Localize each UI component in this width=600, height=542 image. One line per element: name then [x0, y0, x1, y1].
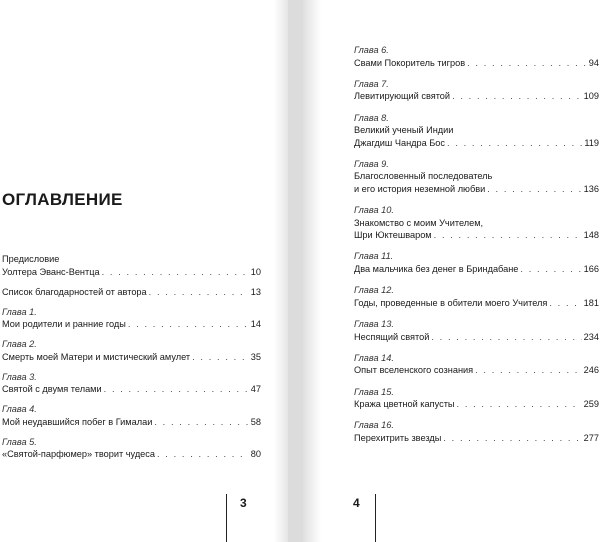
chapter-label: Глава 2. [2, 339, 37, 349]
toc-entry [354, 284, 599, 309]
chapter-label: Глава 4. [2, 404, 37, 414]
entry-page-number: 136 [583, 183, 599, 194]
entry-page-number: 47 [250, 384, 261, 394]
dot-leader [475, 364, 582, 377]
toc-entry [354, 158, 599, 196]
entry-page-number: 10 [250, 266, 261, 277]
entry-leader-line [354, 137, 599, 150]
entry-title-line: Предисловие [2, 254, 60, 264]
entry-title: Джагдиш Чандра Бос [354, 137, 446, 148]
dot-leader [549, 297, 581, 310]
entry-title: Неспящий святой [354, 331, 430, 342]
entry-page-number: 58 [250, 416, 261, 427]
toc-list-left [2, 253, 261, 468]
entry-title: Мои родители и ранние годы [2, 319, 126, 329]
chapter-label: Глава 10. [354, 205, 394, 216]
entry-title-line: Знакомство с моим Учителем, [354, 217, 484, 228]
entry-page-number: 119 [584, 137, 599, 148]
entry-page-number: 277 [583, 432, 599, 443]
dot-leader [128, 318, 249, 331]
toc-entry [354, 352, 599, 377]
entry-title: Смерть моей Матери и мистический амулет [2, 351, 191, 362]
toc-entry [2, 403, 261, 428]
entry-title: Свами Покоритель тигров [354, 57, 466, 68]
entry-leader-line [354, 229, 599, 242]
entry-title: Годы, проведенные в обители моего Учителя [354, 297, 548, 308]
dot-leader [157, 448, 249, 461]
toc-entry [2, 286, 261, 299]
toc-heading: ОГЛАВЛЕНИЕ [2, 190, 123, 209]
chapter-label: Глава 12. [354, 285, 394, 296]
toc-entry [354, 44, 599, 69]
toc-entry [354, 78, 599, 103]
entry-title: Святой с двумя телами [2, 384, 102, 394]
entry-title: Шри Юктешваром [354, 230, 432, 241]
entry-leader-line [354, 331, 599, 344]
entry-title-line: Благословенный последователь [354, 171, 493, 182]
footer-rule-right [375, 494, 376, 542]
chapter-label: Глава 8. [354, 112, 389, 123]
entry-page-number: 246 [583, 365, 599, 376]
dot-leader [447, 137, 582, 150]
chapter-label: Глава 16. [354, 420, 394, 431]
chapter-label: Глава 6. [354, 45, 389, 55]
entry-title: Перехитрить звезды [354, 432, 442, 443]
toc-entry [354, 112, 599, 150]
dot-leader [149, 286, 249, 299]
entry-page-number: 13 [250, 286, 261, 297]
entry-title: Список благодарностей от автора [2, 286, 147, 297]
chapter-label: Глава 3. [2, 371, 37, 382]
entry-title: Кража цветной капусты [354, 399, 455, 410]
dot-leader [467, 57, 587, 70]
toc-entry [354, 419, 599, 444]
entry-page-number: 166 [583, 263, 599, 274]
toc-entry [2, 371, 261, 396]
page-number-left: 3 [240, 496, 247, 510]
right-page [303, 0, 600, 542]
entry-leader-line [354, 183, 599, 196]
entry-title: «Святой-парфюмер» творит чудеса [2, 449, 155, 459]
entry-leader-line [2, 383, 261, 396]
chapter-label: Глава 13. [354, 319, 394, 330]
chapter-label: Глава 7. [354, 78, 389, 89]
dot-leader [487, 183, 581, 196]
entry-leader-line [354, 364, 599, 377]
entry-page-number: 94 [588, 57, 599, 68]
spine-shadow [274, 0, 288, 542]
entry-page-number: 109 [583, 91, 599, 102]
entry-leader-line [354, 398, 599, 411]
entry-leader-line [2, 351, 261, 364]
chapter-label: Глава 11. [354, 251, 394, 262]
entry-title: Левитирующий святой [354, 91, 451, 102]
entry-title: Два мальчика без денег в Бриндабане [354, 263, 519, 274]
entry-leader-line [2, 266, 261, 279]
toc-entry [354, 386, 599, 411]
entry-title: и его история неземной любви [354, 183, 486, 194]
chapter-label: Глава 14. [354, 352, 394, 363]
toc-entry [354, 318, 599, 343]
entry-title: Опыт вселенского сознания [354, 365, 474, 376]
entry-leader-line [354, 57, 599, 70]
entry-page-number: 35 [250, 351, 261, 362]
dot-leader [154, 416, 248, 429]
entry-leader-line [354, 432, 599, 445]
entry-leader-line [354, 263, 599, 276]
toc-entry [2, 306, 261, 331]
dot-leader [434, 229, 582, 242]
entry-leader-line [2, 448, 261, 461]
chapter-label: Глава 5. [2, 436, 37, 447]
dot-leader [192, 351, 249, 364]
entry-leader-line [2, 318, 261, 331]
entry-page-number: 148 [583, 230, 599, 241]
entry-title: Мой неудавшийся побег в Гималаи [2, 416, 153, 427]
toc-entry [2, 253, 261, 278]
spine-shadow [303, 0, 321, 542]
entry-page-number: 14 [250, 319, 261, 329]
dot-leader [102, 266, 249, 279]
footer-rule-left [226, 494, 227, 542]
chapter-label: Глава 1. [2, 306, 37, 317]
entry-page-number: 259 [583, 399, 599, 410]
dot-leader [452, 90, 582, 103]
entry-leader-line [2, 286, 261, 299]
chapter-label: Глава 9. [354, 158, 389, 169]
dot-leader [104, 383, 249, 396]
dot-leader [431, 331, 581, 344]
toc-entry [354, 250, 599, 275]
page-number-right: 4 [353, 496, 360, 510]
entry-leader-line [354, 90, 599, 103]
entry-page-number: 234 [583, 331, 599, 342]
entry-page-number: 80 [250, 449, 261, 459]
entry-title: Уолтера Эванс-Вентца [2, 266, 100, 277]
entry-leader-line [2, 416, 261, 429]
chapter-label: Глава 15. [354, 386, 394, 397]
entry-leader-line [354, 297, 599, 310]
toc-entry [354, 204, 599, 242]
entry-page-number: 181 [583, 297, 599, 308]
toc-entry [2, 436, 261, 461]
toc-list-right [354, 44, 599, 453]
toc-entry [2, 338, 261, 363]
dot-leader [520, 263, 581, 276]
entry-title-line: Великий ученый Индии [354, 125, 454, 136]
dot-leader [457, 398, 582, 411]
dot-leader [443, 432, 581, 445]
left-page [0, 0, 288, 542]
